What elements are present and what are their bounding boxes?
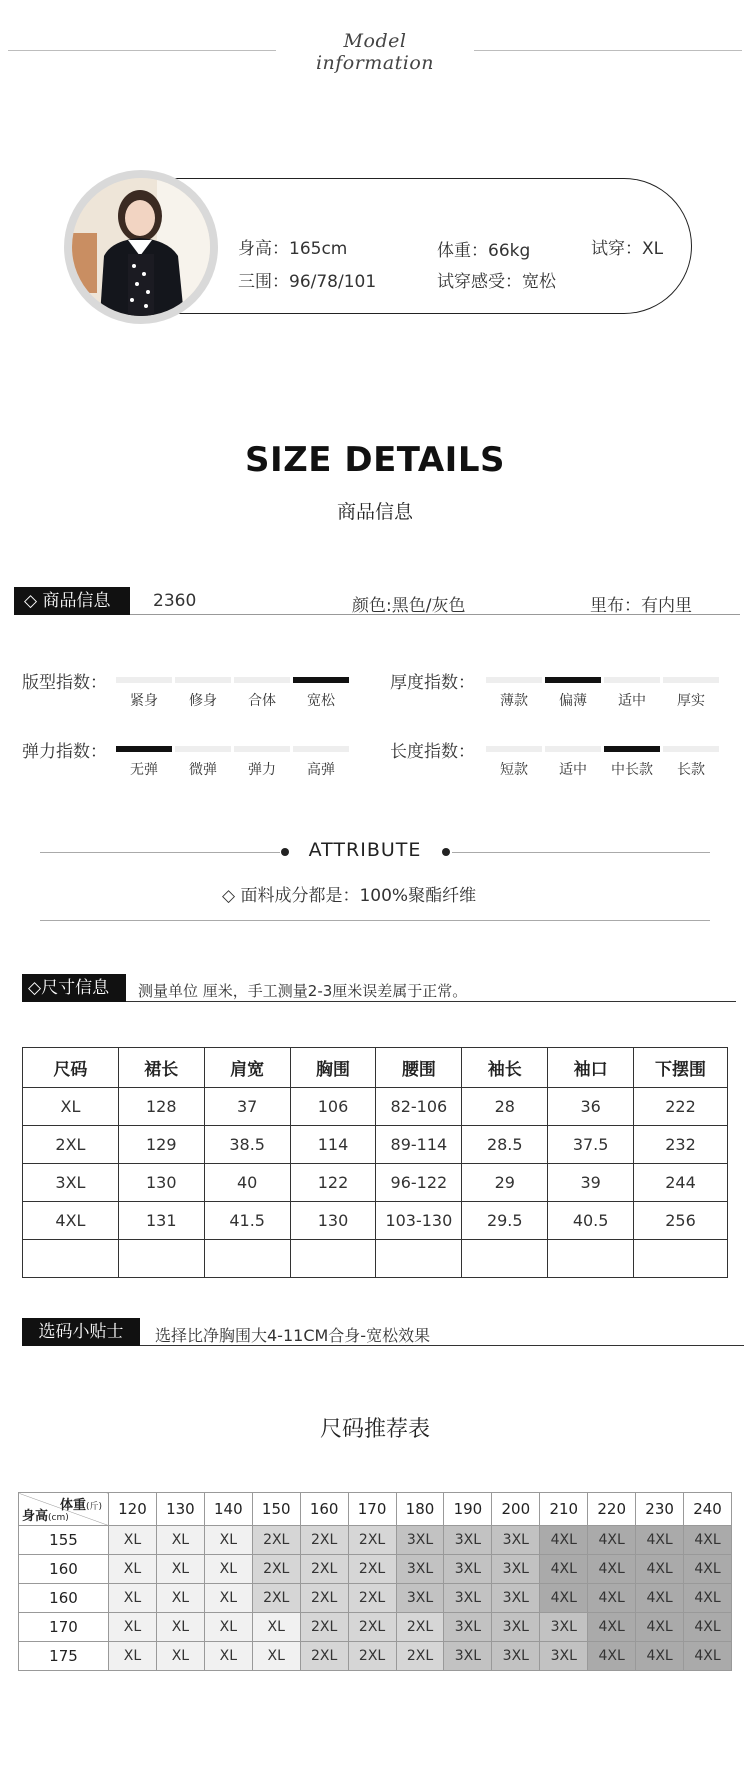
table-row bbox=[19, 1642, 732, 1671]
table-cell: 29.5 bbox=[462, 1202, 548, 1240]
recommend-size-cell: XL bbox=[109, 1526, 157, 1555]
size-table-header bbox=[23, 1048, 728, 1088]
recommend-size-cell: 2XL bbox=[300, 1642, 348, 1671]
size-table-header-cell: 尺码 bbox=[23, 1048, 119, 1088]
table-row bbox=[19, 1613, 732, 1642]
corner-height-label bbox=[22, 1505, 69, 1524]
recommend-size-cell: XL bbox=[156, 1642, 204, 1671]
table-row bbox=[23, 1126, 728, 1164]
recommend-size-cell: 4XL bbox=[588, 1555, 636, 1584]
recommend-size-cell: 4XL bbox=[684, 1642, 732, 1671]
recommend-weight-cell: 190 bbox=[444, 1493, 492, 1526]
model-height: 身高：165cm bbox=[238, 239, 348, 259]
recommend-height-cell: 160 bbox=[19, 1584, 109, 1613]
table-cell: 36 bbox=[548, 1088, 634, 1126]
fit-index-segment bbox=[293, 677, 349, 683]
table-cell: 106 bbox=[290, 1088, 376, 1126]
recommend-size-cell: XL bbox=[252, 1642, 300, 1671]
recommend-size-cell: 4XL bbox=[588, 1526, 636, 1555]
length-index-option: 短款 bbox=[500, 762, 528, 778]
recommend-size-cell: 4XL bbox=[588, 1613, 636, 1642]
fit-index-option: 紧身 bbox=[130, 693, 158, 709]
size-details-subtitle: 商品信息 bbox=[336, 501, 413, 523]
model-info-title: Model information bbox=[315, 30, 435, 74]
recommend-size-cell: 2XL bbox=[348, 1642, 396, 1671]
recommend-size-cell: XL bbox=[204, 1642, 252, 1671]
table-cell: 89-114 bbox=[376, 1126, 462, 1164]
recommend-size-cell: 4XL bbox=[588, 1642, 636, 1671]
recommend-size-cell: 4XL bbox=[636, 1642, 684, 1671]
table-cell: 128 bbox=[118, 1088, 204, 1126]
table-cell bbox=[204, 1240, 290, 1278]
recommend-size-cell: 2XL bbox=[300, 1526, 348, 1555]
recommend-size-cell: 3XL bbox=[444, 1526, 492, 1555]
recommend-weight-cell: 230 bbox=[636, 1493, 684, 1526]
recommend-size-cell: 3XL bbox=[444, 1584, 492, 1613]
recommend-title: 尺码推荐表 bbox=[319, 1417, 430, 1442]
table-row bbox=[23, 1164, 728, 1202]
thickness-index-segment bbox=[663, 677, 719, 683]
length-index-option: 长款 bbox=[677, 762, 705, 778]
recommend-size-cell: 4XL bbox=[684, 1584, 732, 1613]
size-table bbox=[22, 1047, 728, 1278]
corner-height-text: 身高 bbox=[22, 1509, 49, 1524]
thickness-index-option: 薄款 bbox=[500, 693, 528, 709]
table-cell: 37.5 bbox=[548, 1126, 634, 1164]
table-cell bbox=[118, 1240, 204, 1278]
recommend-size-cell: XL bbox=[204, 1613, 252, 1642]
recommend-weight-cell: 220 bbox=[588, 1493, 636, 1526]
recommend-size-cell: 3XL bbox=[492, 1526, 540, 1555]
recommend-weight-cell: 240 bbox=[684, 1493, 732, 1526]
table-row bbox=[19, 1526, 732, 1555]
recommend-size-cell: 4XL bbox=[636, 1613, 684, 1642]
fit-index-option: 修身 bbox=[189, 693, 217, 709]
table-cell bbox=[634, 1240, 728, 1278]
thickness-index-option: 厚实 bbox=[677, 693, 705, 709]
length-index-segment bbox=[663, 746, 719, 752]
recommend-size-cell: XL bbox=[156, 1613, 204, 1642]
table-cell: 37 bbox=[204, 1088, 290, 1126]
recommend-size-cell: 4XL bbox=[684, 1555, 732, 1584]
size-details-title: SIZE DETAILS bbox=[245, 440, 505, 480]
thickness-index-segment bbox=[604, 677, 660, 683]
length-index-label: 长度指数： bbox=[390, 742, 475, 762]
recommend-weight-cell: 210 bbox=[540, 1493, 588, 1526]
thickness-index-label: 厚度指数： bbox=[390, 673, 475, 693]
recommend-size-cell: 3XL bbox=[540, 1613, 588, 1642]
table-cell: 244 bbox=[634, 1164, 728, 1202]
length-index-segment bbox=[545, 746, 601, 752]
table-cell: 4XL bbox=[23, 1202, 119, 1240]
product-info-tag: ◇ 商品信息 bbox=[14, 587, 130, 615]
attribute-title: ATTRIBUTE bbox=[308, 839, 422, 861]
elasticity-index-option: 弹力 bbox=[248, 762, 276, 778]
recommend-size-cell: XL bbox=[109, 1584, 157, 1613]
recommend-size-cell: XL bbox=[156, 1526, 204, 1555]
model-photo bbox=[72, 178, 210, 316]
recommend-size-cell: 3XL bbox=[396, 1526, 444, 1555]
recommend-size-cell: 2XL bbox=[396, 1642, 444, 1671]
recommend-weight-cell: 180 bbox=[396, 1493, 444, 1526]
table-cell: 40.5 bbox=[548, 1202, 634, 1240]
recommend-corner-cell bbox=[19, 1493, 109, 1526]
recommend-size-cell: XL bbox=[204, 1555, 252, 1584]
table-cell bbox=[290, 1240, 376, 1278]
recommend-size-cell: 3XL bbox=[444, 1642, 492, 1671]
recommend-height-cell: 175 bbox=[19, 1642, 109, 1671]
corner-weight-unit: (斤) bbox=[85, 1502, 102, 1512]
table-cell: 28.5 bbox=[462, 1126, 548, 1164]
size-info-rule bbox=[126, 1001, 736, 1002]
fit-index-segment bbox=[175, 677, 231, 683]
recommend-size-cell: 2XL bbox=[348, 1584, 396, 1613]
product-code: 2360 bbox=[153, 591, 197, 611]
elasticity-index-option: 无弹 bbox=[130, 762, 158, 778]
table-cell: 29 bbox=[462, 1164, 548, 1202]
recommend-size-cell: XL bbox=[156, 1555, 204, 1584]
elasticity-index-segment bbox=[175, 746, 231, 752]
recommend-weight-cell: 120 bbox=[109, 1493, 157, 1526]
size-table-header-cell: 腰围 bbox=[376, 1048, 462, 1088]
table-cell: 122 bbox=[290, 1164, 376, 1202]
thickness-index-segment bbox=[486, 677, 542, 683]
recommend-size-cell: 2XL bbox=[348, 1555, 396, 1584]
table-cell: 40 bbox=[204, 1164, 290, 1202]
product-lining: 里布：有内里 bbox=[590, 596, 692, 616]
recommend-size-cell: 2XL bbox=[348, 1613, 396, 1642]
recommend-weight-cell: 140 bbox=[204, 1493, 252, 1526]
model-fit-feel: 试穿感受：宽松 bbox=[437, 272, 556, 292]
size-table-header-cell: 袖口 bbox=[548, 1048, 634, 1088]
table-cell: 232 bbox=[634, 1126, 728, 1164]
table-cell: 39 bbox=[548, 1164, 634, 1202]
table-row bbox=[23, 1088, 728, 1126]
table-row bbox=[19, 1584, 732, 1613]
recommend-size-cell: XL bbox=[109, 1555, 157, 1584]
length-index-option: 适中 bbox=[559, 762, 587, 778]
table-cell bbox=[462, 1240, 548, 1278]
table-cell: 82-106 bbox=[376, 1088, 462, 1126]
recommend-size-cell: XL bbox=[109, 1642, 157, 1671]
corner-height-unit: (cm) bbox=[48, 1513, 69, 1523]
recommend-size-cell: 2XL bbox=[396, 1613, 444, 1642]
table-cell: 129 bbox=[118, 1126, 204, 1164]
elasticity-index-segment bbox=[293, 746, 349, 752]
recommend-size-cell: 3XL bbox=[444, 1555, 492, 1584]
elasticity-index-segment bbox=[116, 746, 172, 752]
size-info-note: 测量单位 厘米，手工测量2-3厘米误差属于正常。 bbox=[138, 982, 468, 1000]
recommend-size-cell: 3XL bbox=[492, 1613, 540, 1642]
size-table-header-cell: 袖长 bbox=[462, 1048, 548, 1088]
recommend-size-cell: 4XL bbox=[636, 1526, 684, 1555]
tips-tag: 选码小贴士 bbox=[22, 1318, 140, 1346]
fit-index-option: 宽松 bbox=[307, 693, 335, 709]
header-rule-left bbox=[8, 50, 276, 51]
recommend-header-row bbox=[19, 1493, 732, 1526]
recommend-size-cell: 3XL bbox=[396, 1555, 444, 1584]
recommend-weight-cell: 160 bbox=[300, 1493, 348, 1526]
elasticity-index-label: 弹力指数： bbox=[22, 742, 107, 762]
table-cell: 256 bbox=[634, 1202, 728, 1240]
recommend-size-cell: 3XL bbox=[396, 1584, 444, 1613]
thickness-index-segment bbox=[545, 677, 601, 683]
recommend-size-cell: XL bbox=[252, 1613, 300, 1642]
model-weight: 体重：66kg bbox=[437, 241, 531, 261]
model-trial-size: 试穿：XL bbox=[591, 239, 664, 259]
fit-index-segment bbox=[116, 677, 172, 683]
length-index-option: 中长款 bbox=[611, 762, 653, 778]
table-cell: 103-130 bbox=[376, 1202, 462, 1240]
attribute-rule-bottom bbox=[40, 920, 710, 921]
size-table-header-cell: 裙长 bbox=[118, 1048, 204, 1088]
length-index-segment bbox=[604, 746, 660, 752]
recommend-size-cell: 2XL bbox=[300, 1555, 348, 1584]
recommend-size-cell: 3XL bbox=[444, 1613, 492, 1642]
recommend-size-cell: 3XL bbox=[540, 1642, 588, 1671]
recommend-size-cell: XL bbox=[156, 1584, 204, 1613]
table-cell: 2XL bbox=[23, 1126, 119, 1164]
table-cell: 130 bbox=[118, 1164, 204, 1202]
fit-index-option: 合体 bbox=[248, 693, 276, 709]
size-table-header-cell: 肩宽 bbox=[204, 1048, 290, 1088]
recommend-size-cell: 4XL bbox=[540, 1526, 588, 1555]
tips-text: 选择比净胸围大4-11CM合身-宽松效果 bbox=[155, 1326, 431, 1345]
table-row bbox=[23, 1240, 728, 1278]
recommend-size-cell: XL bbox=[204, 1584, 252, 1613]
attribute-rule-left bbox=[40, 852, 280, 853]
product-color: 颜色:黑色/灰色 bbox=[352, 596, 466, 616]
recommend-size-cell: XL bbox=[109, 1613, 157, 1642]
recommend-size-cell: 3XL bbox=[492, 1642, 540, 1671]
thickness-index-option: 适中 bbox=[618, 693, 646, 709]
table-cell: XL bbox=[23, 1088, 119, 1126]
table-cell bbox=[548, 1240, 634, 1278]
table-cell bbox=[23, 1240, 119, 1278]
elasticity-index-segment bbox=[234, 746, 290, 752]
recommend-height-cell: 160 bbox=[19, 1555, 109, 1584]
recommend-size-cell: 4XL bbox=[588, 1584, 636, 1613]
recommend-size-cell: XL bbox=[204, 1526, 252, 1555]
table-cell: 96-122 bbox=[376, 1164, 462, 1202]
recommend-size-cell: 3XL bbox=[492, 1555, 540, 1584]
fit-index-label: 版型指数： bbox=[22, 673, 107, 693]
length-index-segment bbox=[486, 746, 542, 752]
thickness-index-option: 偏薄 bbox=[559, 693, 587, 709]
table-cell: 114 bbox=[290, 1126, 376, 1164]
size-table-header-cell: 胸围 bbox=[290, 1048, 376, 1088]
recommend-height-cell: 155 bbox=[19, 1526, 109, 1555]
table-cell: 131 bbox=[118, 1202, 204, 1240]
recommend-weight-cell: 130 bbox=[156, 1493, 204, 1526]
recommend-size-cell: 2XL bbox=[348, 1526, 396, 1555]
recommend-height-cell: 170 bbox=[19, 1613, 109, 1642]
recommend-size-cell: 4XL bbox=[540, 1555, 588, 1584]
recommend-table bbox=[18, 1492, 732, 1671]
attribute-dot-left bbox=[281, 848, 289, 856]
fabric-composition: ◇ 面料成分都是：100%聚酯纤维 bbox=[222, 886, 477, 906]
elasticity-index-option: 微弹 bbox=[189, 762, 217, 778]
model-measurements: 三围：96/78/101 bbox=[238, 272, 377, 292]
size-table-header-cell: 下摆围 bbox=[634, 1048, 728, 1088]
attribute-rule-right bbox=[452, 852, 710, 853]
header-rule-right bbox=[474, 50, 742, 51]
size-info-tag: ◇尺寸信息 bbox=[22, 974, 126, 1002]
recommend-size-cell: 4XL bbox=[636, 1555, 684, 1584]
recommend-size-cell: 2XL bbox=[300, 1613, 348, 1642]
table-cell bbox=[376, 1240, 462, 1278]
recommend-weight-cell: 170 bbox=[348, 1493, 396, 1526]
table-row bbox=[23, 1202, 728, 1240]
recommend-size-cell: 2XL bbox=[252, 1526, 300, 1555]
attribute-dot-right bbox=[442, 848, 450, 856]
recommend-size-cell: 3XL bbox=[492, 1584, 540, 1613]
recommend-weight-cell: 150 bbox=[252, 1493, 300, 1526]
recommend-size-cell: 4XL bbox=[684, 1526, 732, 1555]
recommend-size-cell: 4XL bbox=[684, 1613, 732, 1642]
table-cell: 130 bbox=[290, 1202, 376, 1240]
table-cell: 222 bbox=[634, 1088, 728, 1126]
corner-weight-text: 体重 bbox=[59, 1498, 86, 1513]
fit-index-segment bbox=[234, 677, 290, 683]
elasticity-index-option: 高弹 bbox=[307, 762, 335, 778]
recommend-weight-cell: 200 bbox=[492, 1493, 540, 1526]
table-row bbox=[19, 1555, 732, 1584]
recommend-size-cell: 4XL bbox=[636, 1584, 684, 1613]
recommend-size-cell: 4XL bbox=[540, 1584, 588, 1613]
recommend-size-cell: 2XL bbox=[252, 1584, 300, 1613]
table-cell: 28 bbox=[462, 1088, 548, 1126]
table-cell: 38.5 bbox=[204, 1126, 290, 1164]
recommend-size-cell: 2XL bbox=[252, 1555, 300, 1584]
table-cell: 41.5 bbox=[204, 1202, 290, 1240]
recommend-size-cell: 2XL bbox=[300, 1584, 348, 1613]
table-cell: 3XL bbox=[23, 1164, 119, 1202]
